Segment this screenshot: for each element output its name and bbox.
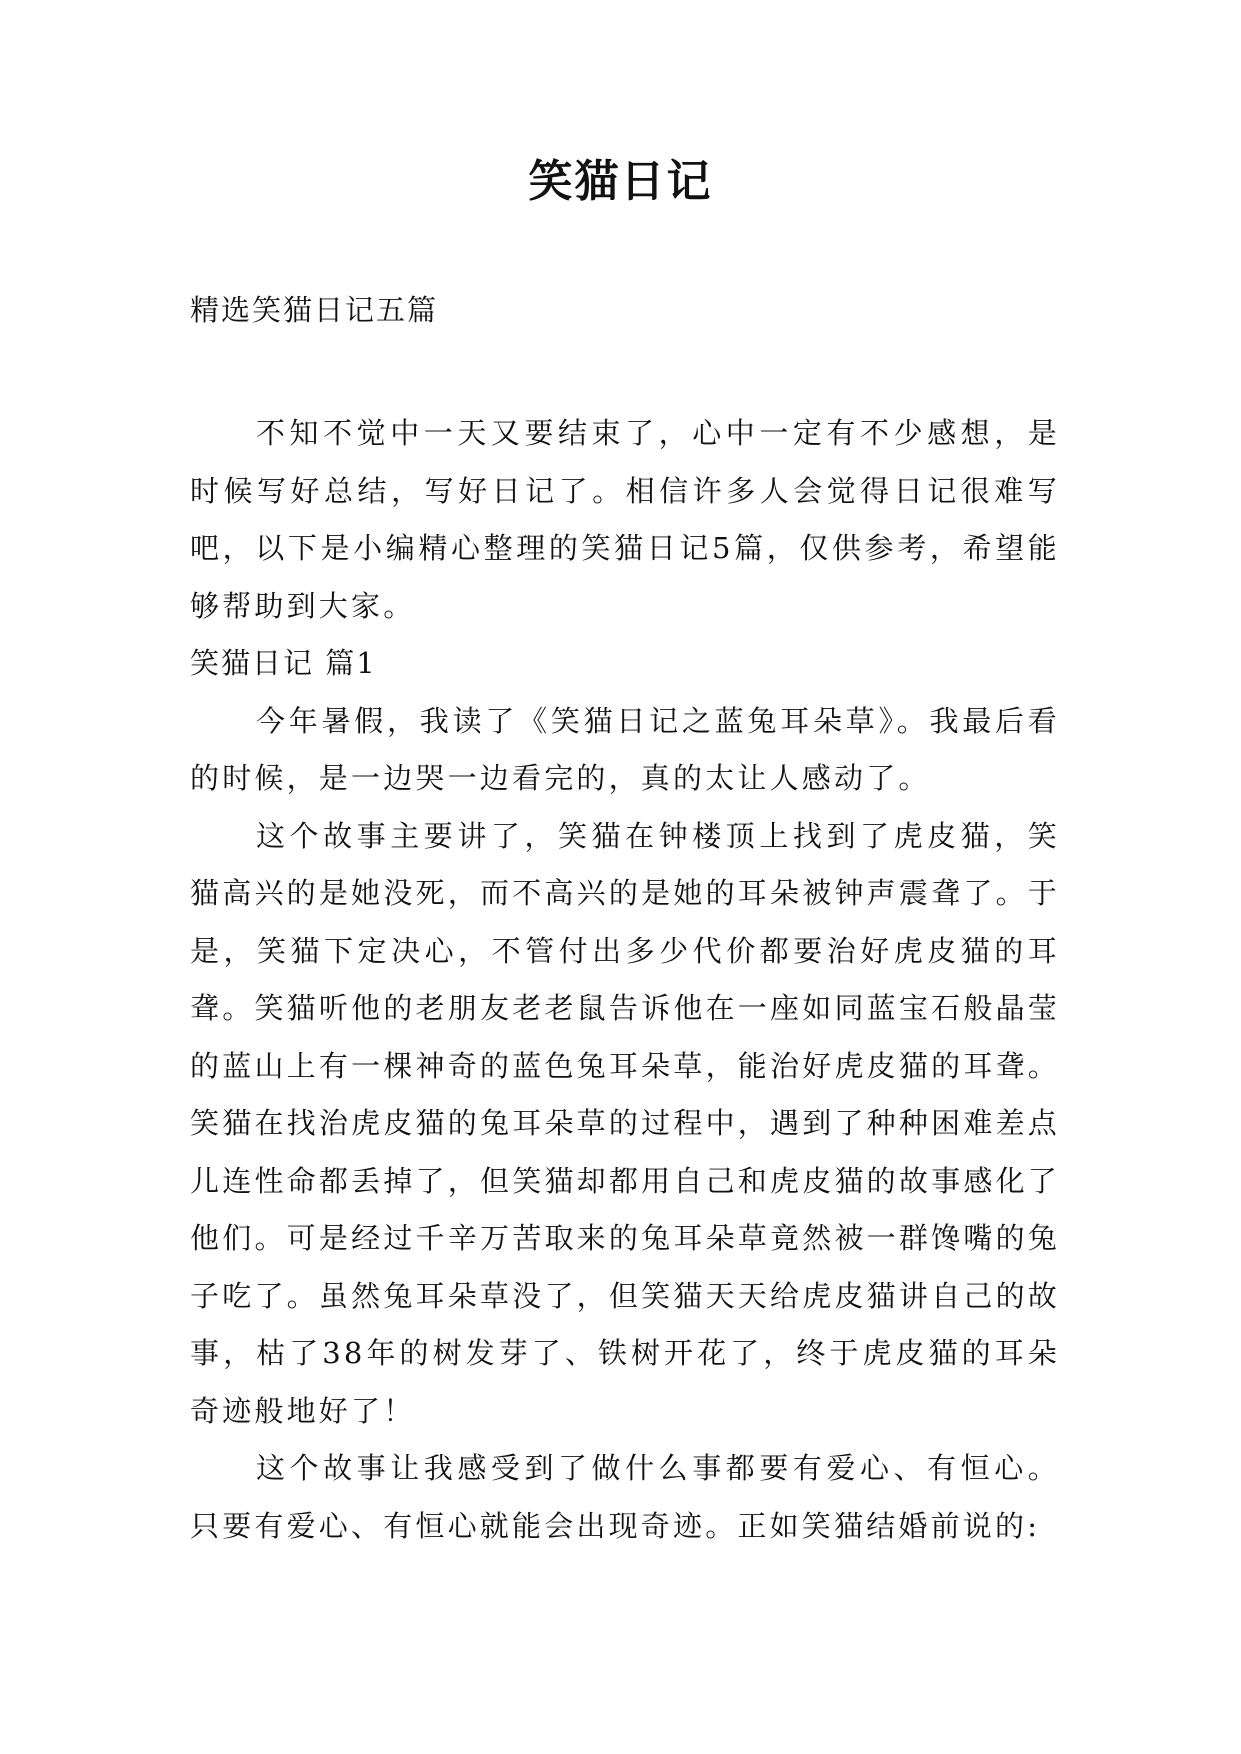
body-paragraph: 这个故事让我感受到了做什么事都要有爱心、有恒心。只要有爱心、有恒心就能会出现奇迹。正如笑猫结婚前说的:: [190, 1451, 1060, 1543]
intro-paragraph: 不知不觉中一天又要结束了，心中一定有不少感想，是时候写好总结，写好日记了。相信许多人会觉得日记很难写吧，以下是小编精心整理的笑猫日记5篇，仅供参考，希望能够帮助到大家。: [190, 416, 1060, 623]
document-body: [190, 405, 1060, 1555]
document-subtitle: 精选笑猫日记五篇: [190, 293, 439, 327]
body-paragraph: 这个故事主要讲了，笑猫在钟楼顶上找到了虎皮猫，笑猫高兴的是她没死，而不高兴的是她的耳朵被钟声震聋了。于是，笑猫下定决心，不管付出多少代价都要治好虎皮猫的耳聋。笑猫听他的老朋友老老鼠告诉他在一座如同蓝宝石般晶莹的蓝山上有一棵神奇的蓝色兔耳朵草，能治好虎皮猫的耳聋。笑猫在找治虎皮猫的兔耳朵草的过程中，遇到了种种困难差点儿连性命都丢掉了，但笑猫却都用自己和虎皮猫的故事感化了他们。可是经过千辛万苦取来的兔耳朵草竟然被一群馋嘴的兔子吃了。虽然兔耳朵草没了，但笑猫天天给虎皮猫讲自己的故事，枯了38年的树发芽了、铁树开花了，终于虎皮猫的耳朵奇迹般地好了！: [190, 818, 1060, 1428]
document-title: 笑猫日记: [528, 156, 713, 207]
body-paragraph: 今年暑假，我读了《笑猫日记之蓝兔耳朵草》。我最后看的时候，是一边哭一边看完的，真的太让人感动了。: [190, 703, 1060, 795]
section-heading: 笑猫日记 篇1: [190, 646, 377, 680]
